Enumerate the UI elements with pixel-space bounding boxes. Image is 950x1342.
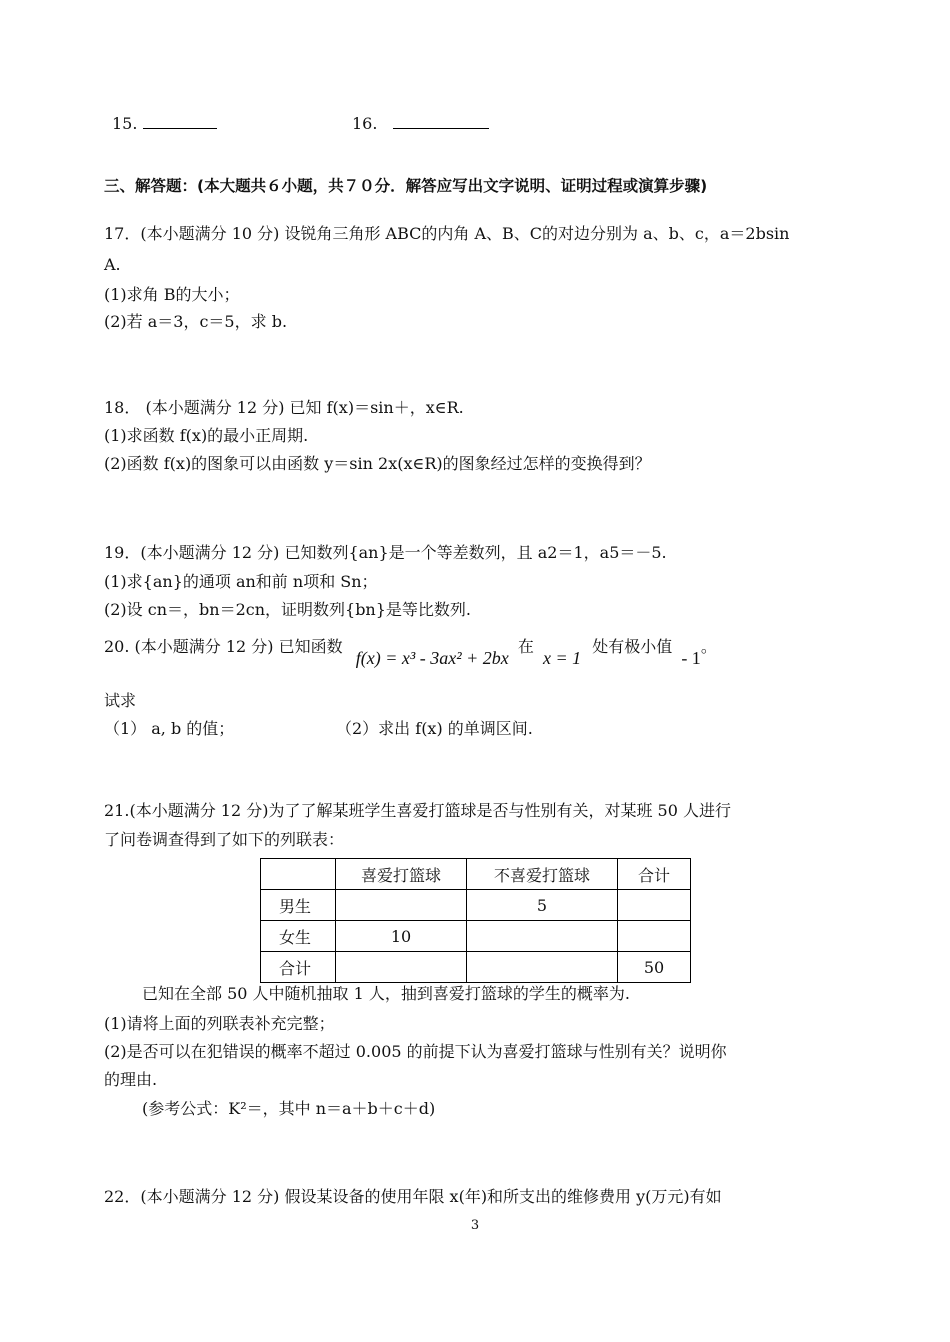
q19-part2: (2)设 cn＝，bn＝2cn，证明数列{bn}是等比数列. — [104, 600, 472, 619]
q15-blank — [143, 128, 217, 129]
q20-formula: f(x) = x³ - 3ax² + 2bx — [355, 648, 509, 668]
q19-line1: 19．(本小题满分 12 分) 已知数列{an}是一个等差数列，且 a2＝1，a5＝－5. — [104, 543, 667, 562]
q21-part1: (1)请将上面的列联表补充完整； — [104, 1014, 335, 1033]
q20-intro: 20. (本小题满分 12 分) 已知函数 — [104, 637, 343, 656]
q20-ask: 试求 — [104, 691, 137, 710]
section-title: 三、解答题：(本大题共６小题，共７０分．解答应写出文字说明、证明过程或演算步骤) — [104, 177, 708, 195]
table-cell: 5 — [467, 890, 618, 921]
q18-part1: (1)求函数 f(x)的最小正周期. — [104, 426, 309, 445]
q18-line1: 18． (本小题满分 12 分) 已知 f(x)＝sin＋，x∈R. — [104, 398, 464, 417]
fill-15 — [112, 112, 217, 136]
table-cell — [618, 890, 691, 921]
q20-part1: （1） a, b 的值； — [104, 719, 235, 738]
q19-part1: (1)求{an}的通项 an和前 n项和 Sn； — [104, 572, 378, 591]
table-cell — [336, 890, 467, 921]
page-number: 3 — [470, 1218, 480, 1233]
q17-part2: (2)若 a＝3，c＝5，求 b. — [104, 312, 288, 331]
q16-blank — [393, 128, 489, 129]
table-cell: 10 — [336, 921, 467, 952]
q17-line2: A. — [104, 255, 121, 274]
q20-line1 — [104, 634, 717, 674]
q16-label: 16. — [352, 114, 378, 133]
q15-label: 15. — [112, 114, 138, 133]
table-cell: 合计 — [261, 952, 336, 983]
table-cell: 女生 — [261, 921, 336, 952]
fill-16 — [352, 112, 489, 136]
table-cell — [618, 921, 691, 952]
table-row — [261, 890, 691, 921]
table-header-cell — [261, 859, 336, 890]
q18-part2: (2)函数 f(x)的图象可以由函数 y＝sin 2x(x∈R)的图象经过怎样的变换得到？ — [104, 454, 651, 473]
table-row — [261, 921, 691, 952]
q17-line1: 17．(本小题满分 10 分) 设锐角三角形 ABC的内角 A、B、C的对边分别为 a、b、c，a＝2bsin — [104, 224, 790, 243]
q20-mid: 在 — [517, 637, 534, 656]
table-header-cell: 不喜爱打篮球 — [467, 859, 618, 890]
q20-part2: （2）求出 f(x) 的单调区间. — [336, 719, 533, 738]
q20-tail: 处有极小值 — [592, 637, 673, 656]
q21-part2-a: (2)是否可以在犯错误的概率不超过 0.005 的前提下认为喜爱打篮球与性别有关？说明你 — [104, 1042, 727, 1061]
q22-line1: 22．(本小题满分 12 分) 假设某设备的使用年限 x(年)和所支出的维修费用 y(万元)有如 — [104, 1187, 722, 1206]
table-cell: 男生 — [261, 890, 336, 921]
table-row — [261, 952, 691, 983]
q21-line1: 21.(本小题满分 12 分)为了了解某班学生喜爱打篮球是否与性别有关，对某班 50 人进行 — [104, 801, 731, 820]
contingency-table — [260, 858, 691, 983]
table-header-cell: 喜爱打篮球 — [336, 859, 467, 890]
q21-part2-b: 的理由. — [104, 1070, 158, 1089]
q20-condition: x = 1 — [542, 648, 582, 668]
table-cell — [467, 921, 618, 952]
table-cell: 50 — [618, 952, 691, 983]
q20-value: - 1 — [681, 648, 701, 668]
q21-formula: (参考公式：K²＝，其中 n＝a＋b＋c＋d) — [142, 1099, 436, 1118]
table-header-cell: 合计 — [618, 859, 691, 890]
q20-end: 。 — [700, 637, 717, 656]
table-cell — [467, 952, 618, 983]
table-header-row — [261, 859, 691, 890]
q17-part1: (1)求角 B的大小； — [104, 285, 240, 304]
q21-line2: 了问卷调查得到了如下的列联表： — [104, 830, 345, 849]
q21-note: 已知在全部 50 人中随机抽取 1 人，抽到喜爱打篮球的学生的概率为. — [142, 984, 630, 1003]
table-cell — [336, 952, 467, 983]
